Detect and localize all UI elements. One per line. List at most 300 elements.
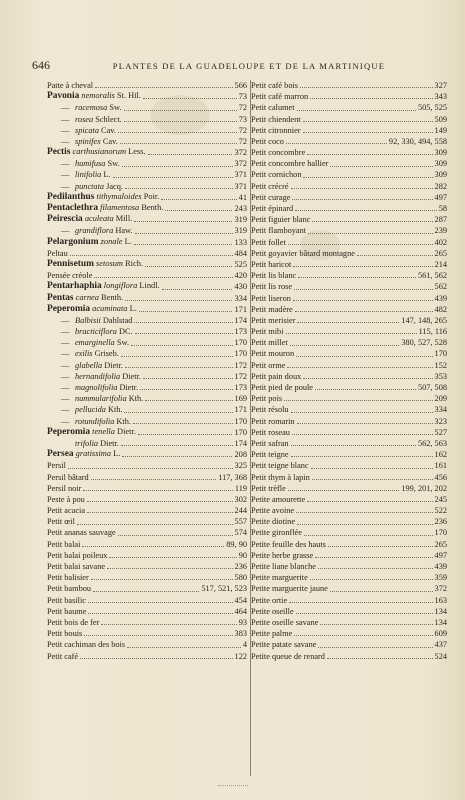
ditto-dash: — (61, 181, 70, 191)
species-epithet: punctata (75, 181, 105, 191)
species-epithet: trifolia (75, 438, 99, 448)
author-name: Haw. (115, 226, 133, 236)
entry-name: Petit baume (47, 606, 87, 616)
dot-leader (134, 244, 233, 245)
dot-leader (328, 546, 433, 547)
entry-name: Petite marguerite (251, 573, 308, 583)
page-reference: 482 (434, 304, 447, 314)
index-entry (47, 237, 247, 248)
dot-leader (292, 199, 432, 200)
entry-name (75, 382, 138, 393)
dot-leader (83, 490, 233, 491)
entry-name: Petit bois de fer (47, 617, 100, 627)
entry-name: Petit pied de poule (251, 383, 313, 393)
entry-name: Petite liane blanche (251, 562, 316, 572)
dot-leader (291, 456, 433, 457)
page-reference: 72 (238, 125, 247, 135)
page-reference: 170 (434, 349, 447, 359)
index-entry (47, 606, 247, 617)
index-entry (251, 617, 447, 628)
dot-leader (293, 266, 432, 267)
dot-leader (295, 210, 437, 211)
dot-leader (298, 277, 416, 278)
species-epithet: acuminata (92, 303, 128, 313)
page-reference: 334 (434, 405, 447, 415)
entry-name: Petit balai savane (47, 562, 106, 572)
entry-name (47, 146, 146, 158)
page-reference: 507, 508 (417, 383, 447, 393)
page-reference: 147, 148, 265 (401, 315, 447, 325)
dot-leader (304, 535, 433, 536)
entry-name (47, 303, 137, 315)
entry-name: Petit bambou (47, 584, 92, 594)
dot-leader (315, 557, 432, 558)
dot-leader (294, 635, 432, 636)
species-epithet: glabella (75, 360, 103, 370)
genus-name: Peirescia (47, 214, 83, 225)
page-reference: 73 (238, 114, 247, 124)
page-reference: 90 (238, 550, 247, 560)
entry-name: Petit thym à lapin (251, 472, 310, 482)
index-entry (47, 337, 247, 348)
dot-leader (288, 490, 400, 491)
entry-name: Petit épinard (251, 204, 294, 214)
page-reference: 522 (434, 506, 447, 516)
index-entry (47, 505, 247, 516)
dot-leader (286, 143, 387, 144)
entry-name (75, 326, 133, 337)
entry-name: Petit mibi (251, 327, 284, 337)
entry-name (75, 360, 123, 371)
dot-leader (101, 624, 236, 625)
page-reference: 149 (434, 125, 447, 135)
entry-name: Petite amourette (251, 494, 306, 504)
entry-name (75, 114, 122, 125)
page-reference: 309 (434, 148, 447, 158)
page-reference: 170 (234, 416, 247, 426)
index-entry (47, 158, 247, 169)
page-reference: 372 (434, 584, 447, 594)
dot-leader (303, 177, 432, 178)
dot-leader (297, 322, 399, 323)
author-name: L. (124, 236, 132, 246)
dot-leader (124, 110, 237, 111)
genus-name: Pentaclethra (47, 203, 99, 214)
index-entry (251, 203, 447, 214)
entry-name: Petite herbe grasse (251, 550, 314, 560)
page-reference: 380, 527, 528 (401, 338, 447, 348)
entry-name (47, 448, 120, 460)
entry-name: Petit citronnier (251, 125, 301, 135)
genus-name: Pelargonium (47, 236, 99, 247)
page-reference: 169 (234, 394, 247, 404)
entry-name: Petit merisier (251, 315, 296, 325)
page-reference: 309 (434, 170, 447, 180)
index-entry (251, 270, 447, 281)
entry-name: Petit balai (47, 539, 81, 549)
ditto-dash: — (61, 360, 70, 370)
index-entry (251, 349, 447, 360)
author-name: Cav. (102, 136, 118, 146)
index-entry (47, 382, 247, 393)
index-entry (251, 248, 447, 259)
entry-name (75, 169, 111, 180)
index-entry (47, 516, 247, 527)
entry-name: Petit romarin (251, 416, 295, 426)
author-name: Poir. (143, 191, 160, 201)
page-reference: 171 (234, 405, 247, 415)
author-name: L. (113, 449, 121, 459)
page-reference: 244 (234, 506, 247, 516)
dot-leader (80, 658, 232, 659)
page-reference: 574 (234, 528, 247, 538)
index-entry (47, 595, 247, 606)
dot-leader (87, 512, 233, 513)
index-entry (47, 427, 247, 438)
index-entry (251, 147, 447, 158)
genus-name: Pennisetum (47, 258, 94, 269)
entry-name: Petit teigne blanc (251, 461, 309, 471)
page-reference: 72 (238, 103, 247, 113)
index-entry (47, 259, 247, 270)
index-entry (251, 326, 447, 337)
index-entry (251, 371, 447, 382)
dot-leader (134, 322, 232, 323)
page-reference: 609 (434, 629, 447, 639)
species-epithet: spicata (75, 125, 99, 135)
entry-name (75, 348, 119, 359)
page-reference: 236 (434, 517, 447, 527)
index-entry (251, 360, 447, 371)
index-entry (251, 393, 447, 404)
dot-leader (300, 87, 433, 88)
author-name: Dietr. (104, 360, 123, 370)
dot-leader (121, 445, 233, 446)
dot-leader (139, 311, 233, 312)
author-name: Benth. (141, 203, 164, 213)
index-entry (251, 80, 447, 91)
entry-name (47, 236, 132, 248)
page-reference: 343 (434, 92, 447, 102)
dot-leader (148, 154, 233, 155)
page-reference: 172 (234, 360, 247, 370)
dot-leader (82, 546, 224, 547)
entry-name: Peste à pou (47, 494, 85, 504)
page-reference: 134 (434, 606, 447, 616)
author-name: Jacq. (106, 181, 123, 191)
page-reference: 172 (234, 371, 247, 381)
index-entry (47, 561, 247, 572)
page-reference: 173 (234, 327, 247, 337)
index-entry (251, 404, 447, 415)
index-entry (47, 315, 247, 326)
index-entry (47, 404, 247, 415)
dot-leader (107, 568, 232, 569)
index-entry (251, 237, 447, 248)
author-name: Benth. (101, 292, 124, 302)
species-epithet: aculeata (84, 214, 114, 224)
entry-name: Petit cachiman des bois (47, 640, 126, 650)
index-entry (251, 170, 447, 181)
genus-name: Pedilanthus (47, 191, 95, 202)
entry-name: Pensée créole (47, 271, 93, 281)
ditto-dash: — (61, 327, 70, 337)
index-entry (251, 225, 447, 236)
dot-leader (312, 221, 432, 222)
dot-leader (124, 412, 232, 413)
index-entry (47, 472, 247, 483)
dot-leader (135, 333, 233, 334)
page-reference: 566 (234, 80, 247, 90)
dot-leader (125, 300, 232, 301)
index-entry (251, 528, 447, 539)
dot-leader (292, 434, 433, 435)
species-epithet: nemoralis (81, 91, 115, 101)
author-name: Lindl. (139, 281, 160, 291)
entry-name: Petit roseau (251, 427, 290, 437)
index-entry (251, 628, 447, 639)
footer-rule (218, 785, 248, 794)
index-entry (47, 114, 247, 125)
entry-name: Petite feuille des hauts (251, 539, 326, 549)
entry-name: Persil bâtard (47, 472, 89, 482)
index-entry (251, 572, 447, 583)
page-reference: 359 (434, 573, 447, 583)
species-epithet: bracticiflora (75, 327, 117, 337)
page-reference: 302 (234, 494, 247, 504)
index-entry (47, 304, 247, 315)
entry-name: Petit basilic (47, 595, 86, 605)
page-reference: 527 (434, 427, 447, 437)
page-reference: 119 (234, 483, 247, 493)
entry-name: Petit pain doux (251, 371, 302, 381)
entry-name (75, 371, 141, 382)
ditto-dash: — (61, 114, 70, 124)
entry-name: Petit chiendent (251, 114, 301, 124)
entry-name (47, 426, 136, 438)
index-entry (47, 371, 247, 382)
page-reference: 122 (234, 651, 247, 661)
entry-name: Petit trèfle (251, 483, 286, 493)
index-entry (47, 583, 247, 594)
page-reference: 525 (234, 259, 247, 269)
entry-name: Petit crécré (251, 181, 289, 191)
dot-leader (288, 244, 433, 245)
dot-leader (289, 602, 432, 603)
entry-name: Petit coco (251, 136, 284, 146)
page-reference: 383 (234, 629, 247, 639)
page-number: 646 (32, 58, 50, 72)
entry-name: Petit lis blanc (251, 271, 297, 281)
species-epithet: nummularifolia (75, 394, 127, 404)
index-entry (251, 259, 447, 270)
dot-leader (77, 524, 233, 525)
genus-name: Peperomia (47, 303, 91, 314)
ditto-dash: — (61, 416, 70, 426)
page-reference: 92, 330, 494, 558 (388, 136, 447, 146)
page-reference: 557 (234, 517, 247, 527)
ditto-dash: — (61, 383, 70, 393)
index-entry (47, 572, 247, 583)
dot-leader (95, 87, 232, 88)
page-reference: 134 (434, 617, 447, 627)
index-entry (251, 136, 447, 147)
entry-name: Petit millet (251, 338, 288, 348)
index-entry (47, 360, 247, 371)
entry-name (75, 158, 120, 169)
species-epithet: emarginella (75, 338, 115, 348)
entry-name: Petite diotine (251, 517, 296, 527)
dot-leader (291, 445, 416, 446)
dot-leader (312, 479, 433, 480)
author-name: Dietr. (100, 438, 119, 448)
entry-name: Petit madère (251, 304, 293, 314)
index-column-right (251, 80, 447, 662)
entry-name: Petit orme (251, 360, 286, 370)
page-reference: 209 (434, 394, 447, 404)
ditto-dash: — (61, 226, 70, 236)
entry-name: Petit mouron (251, 349, 295, 359)
page-reference: 174 (234, 438, 247, 448)
index-entry (47, 214, 247, 225)
dot-leader (88, 613, 232, 614)
index-entry (47, 639, 247, 650)
dot-leader (88, 602, 233, 603)
dot-leader (320, 624, 432, 625)
index-entry (47, 91, 247, 102)
author-name: Sw. (107, 159, 120, 169)
page-reference: 497 (434, 550, 447, 560)
index-entry (47, 460, 247, 471)
page-reference: 334 (234, 293, 247, 303)
entry-name: Persil noir (47, 483, 82, 493)
index-entry (251, 315, 447, 326)
entry-name: Persil (47, 461, 66, 471)
dot-leader (91, 579, 233, 580)
page-reference: 437 (434, 640, 447, 650)
species-epithet: Balbisii (75, 315, 101, 325)
dot-leader (140, 389, 232, 390)
page-reference: 245 (434, 494, 447, 504)
species-epithet: setosum (95, 258, 123, 268)
index-entry (47, 528, 247, 539)
entry-name (75, 125, 116, 136)
page-reference: 73 (238, 92, 247, 102)
entry-name: Petit résolu (251, 405, 289, 415)
dot-leader (134, 221, 232, 222)
species-epithet: rosea (75, 114, 94, 124)
page-reference: 484 (234, 248, 247, 258)
entry-name: Petit concombre hallier (251, 159, 329, 169)
dot-leader (124, 121, 237, 122)
entry-name (47, 258, 143, 270)
dot-leader (308, 233, 432, 234)
entry-name: Petit café (47, 651, 79, 661)
dot-leader (161, 199, 236, 200)
page-reference: 319 (234, 215, 247, 225)
dot-leader (143, 98, 237, 99)
dot-leader (125, 367, 233, 368)
dot-leader (290, 345, 400, 346)
page-reference: 243 (234, 204, 247, 214)
entry-name (75, 315, 132, 326)
dot-leader (295, 311, 433, 312)
index-entry (251, 192, 447, 203)
ditto-dash: — (61, 371, 70, 381)
index-entry (251, 550, 447, 561)
page-reference: 439 (434, 562, 447, 572)
entry-name: Petite marguerite jaune (251, 584, 328, 594)
entry-name: Petit haricot (251, 259, 292, 269)
page-header (32, 58, 432, 73)
entry-name (75, 337, 129, 348)
page-reference: 524 (434, 651, 447, 661)
dot-leader (287, 367, 432, 368)
page-reference: 170 (234, 349, 247, 359)
page-reference: 439 (434, 293, 447, 303)
page-reference: 505, 525 (417, 103, 447, 113)
species-epithet: grandiflora (75, 226, 114, 236)
dot-leader (109, 557, 236, 558)
species-epithet: gratissima (75, 449, 112, 459)
ditto-dash: — (61, 338, 70, 348)
dot-leader (145, 266, 232, 267)
index-entry (251, 337, 447, 348)
page-reference: 170 (434, 528, 447, 538)
entry-name: Peltau (47, 248, 68, 258)
dot-leader (84, 635, 232, 636)
entry-name (47, 213, 132, 225)
entry-name: Petit figuier blanc (251, 215, 311, 225)
species-epithet: tithymaloides (96, 191, 142, 201)
page-reference: 265 (434, 248, 447, 258)
index-entry (47, 170, 247, 181)
page-reference: 265 (434, 539, 447, 549)
author-name: Dietr. (119, 383, 139, 393)
author-name: Dietr. (122, 371, 141, 381)
dot-leader (68, 468, 233, 469)
entry-name: Petit pois (251, 394, 283, 404)
dot-leader (310, 579, 433, 580)
page-reference: 371 (234, 181, 247, 191)
entry-name: Petit goyavier bâtard montagne (251, 248, 355, 258)
author-name: Kth. (116, 416, 131, 426)
index-entry (251, 293, 447, 304)
page-reference: 456 (434, 472, 447, 482)
genus-name: Pavonia (47, 91, 80, 102)
page-reference: 89, 90 (226, 539, 247, 549)
index-entry (251, 651, 447, 662)
index-entry (251, 438, 447, 449)
genus-name: Peperomia (47, 426, 91, 437)
index-entry (251, 606, 447, 617)
dot-leader (122, 166, 233, 167)
dot-leader (293, 300, 433, 301)
entry-name: Petit bouis (47, 629, 83, 639)
entry-name: Petit flamboyant (251, 226, 307, 236)
index-entry (251, 595, 447, 606)
dot-leader (122, 456, 232, 457)
page-reference: 372 (234, 148, 247, 158)
page-reference: 174 (234, 315, 247, 325)
index-entry (251, 281, 447, 292)
index-entry (251, 304, 447, 315)
author-name: Less. (128, 147, 146, 157)
page-reference: 561, 562 (417, 271, 447, 281)
ditto-dash: — (61, 170, 70, 180)
page-reference: 323 (434, 416, 447, 426)
index-entry (251, 472, 447, 483)
